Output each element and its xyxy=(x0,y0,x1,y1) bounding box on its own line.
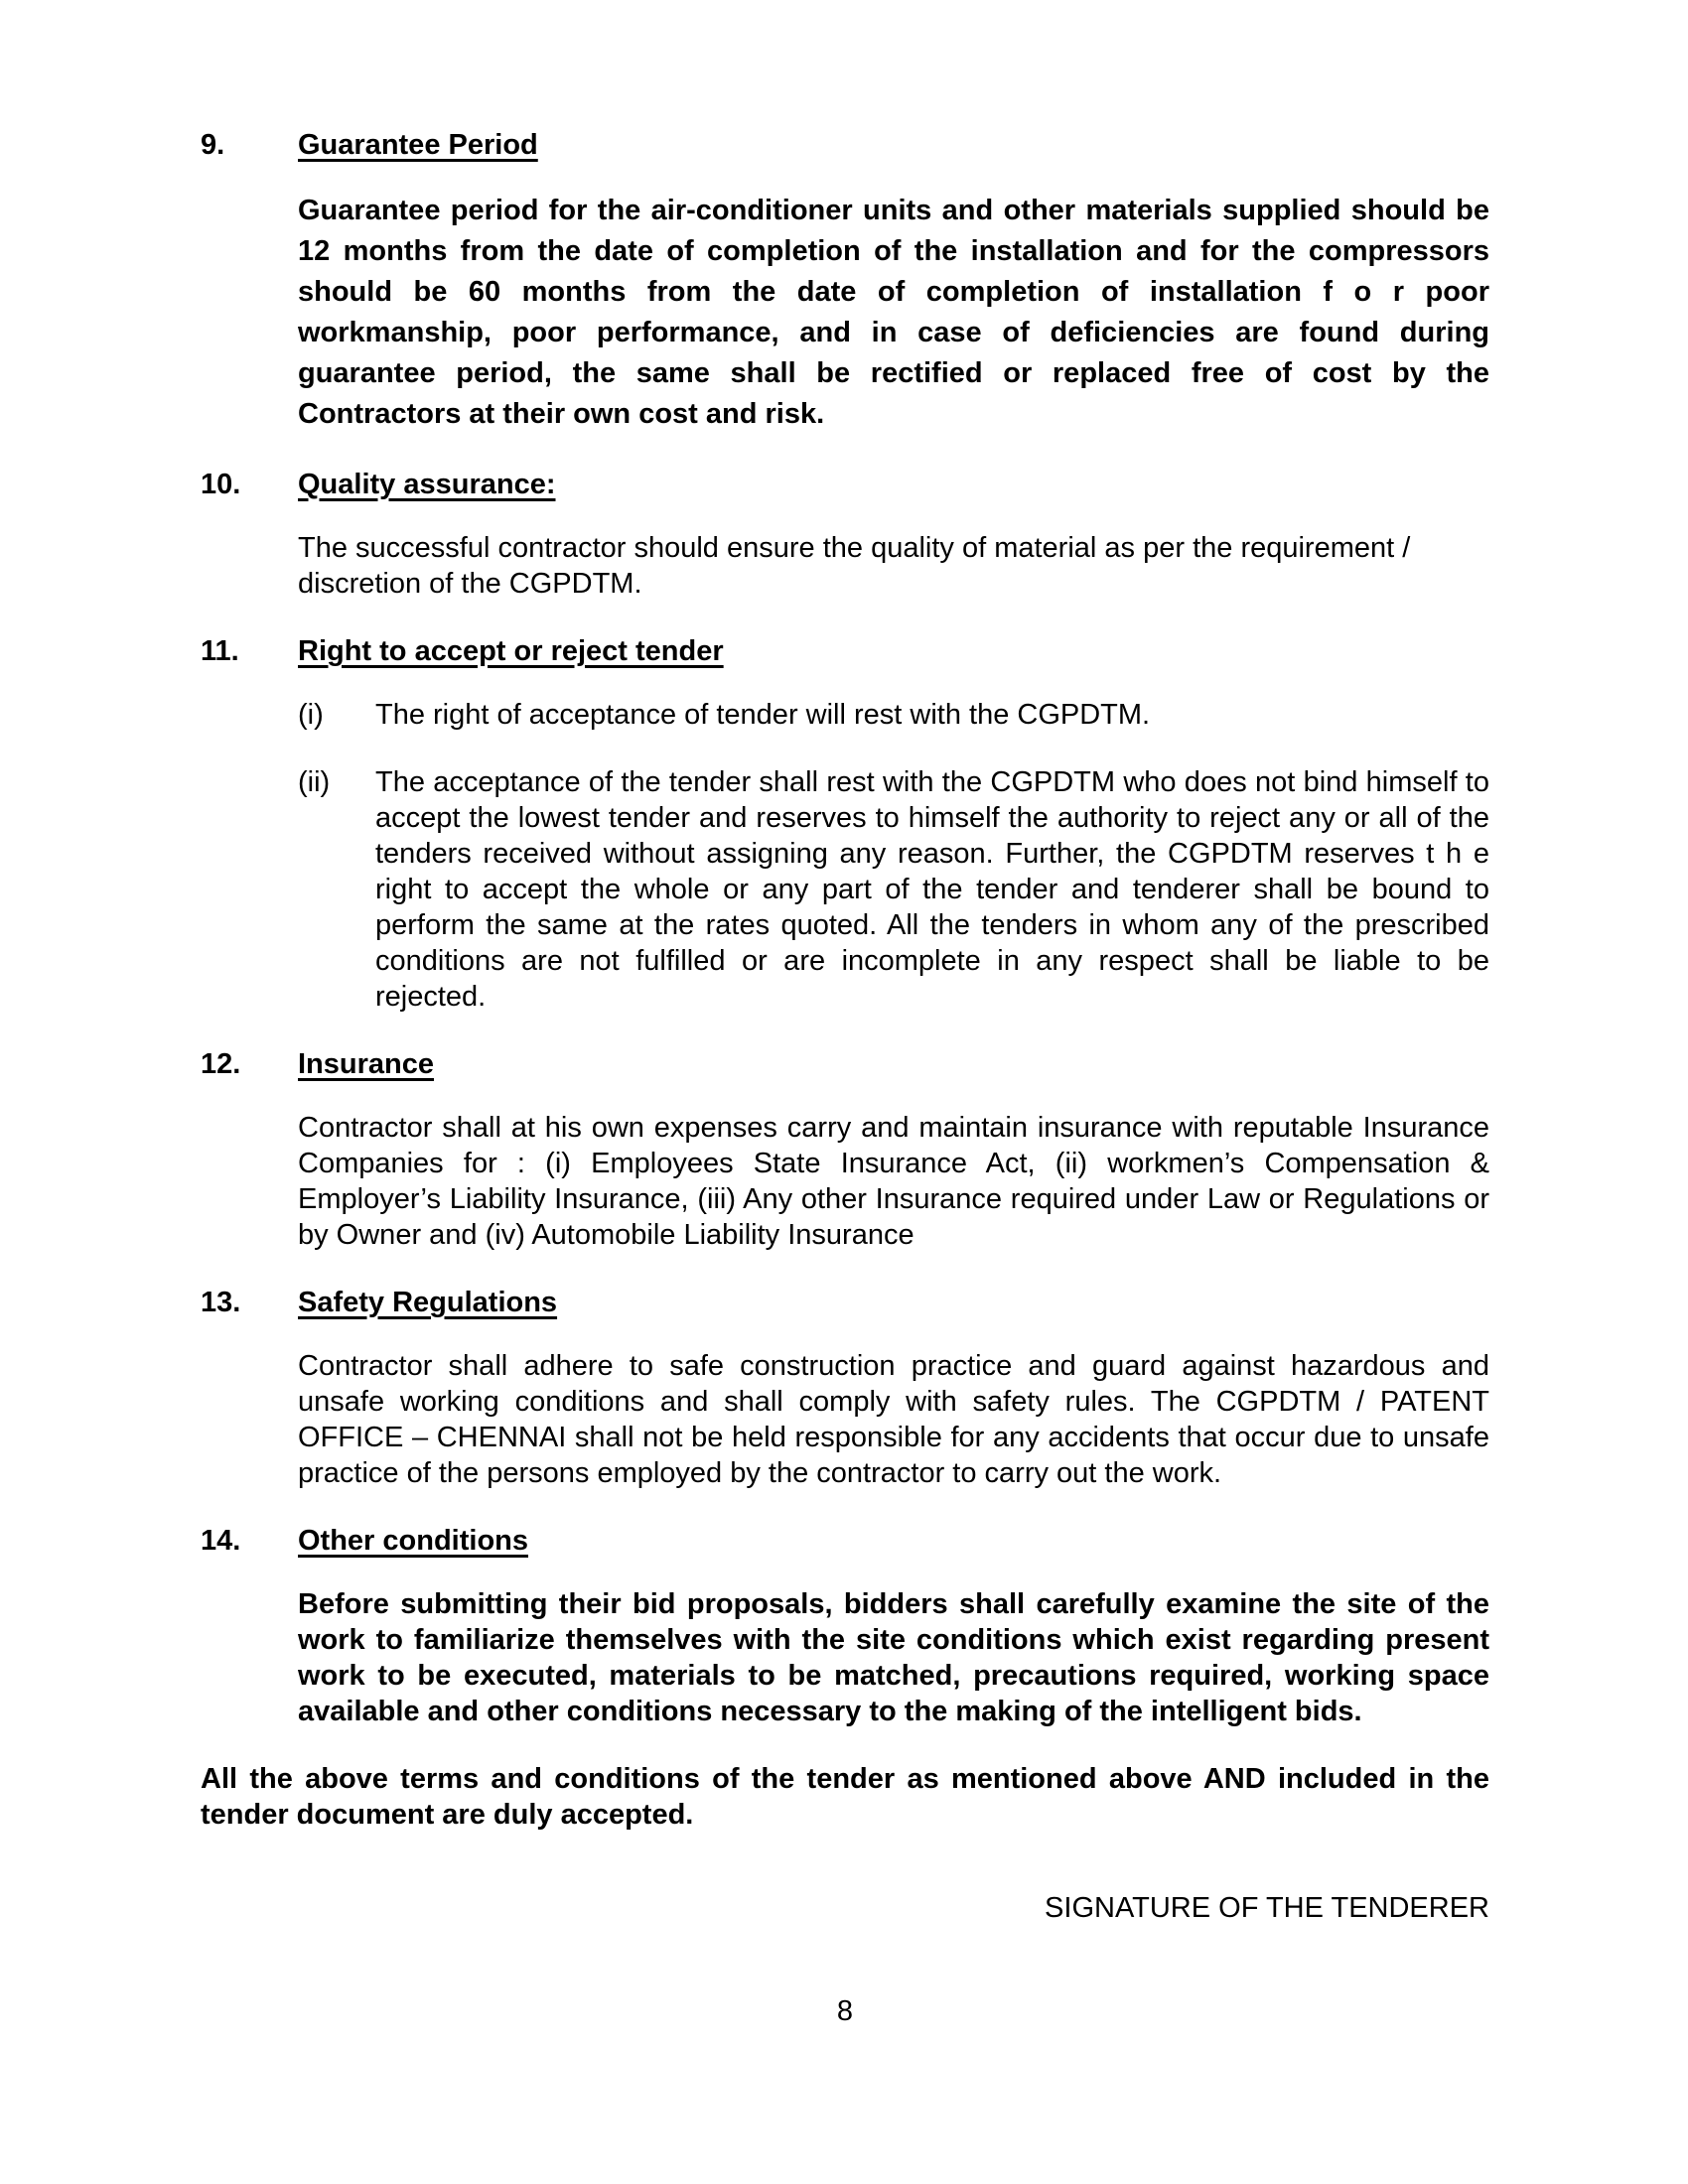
section-other-conditions xyxy=(201,1523,1489,1729)
section-number: 12. xyxy=(201,1048,241,1080)
list-text: The right of acceptance of tender will rest with the CGPDTM. xyxy=(375,699,1151,731)
list-marker: (ii) xyxy=(298,766,331,798)
list-item xyxy=(298,697,1489,733)
section-paragraph: Contractor shall adhere to safe construction practice and guard against hazardous and unsafe working conditions and shall comply with safety rules. The CGPDTM / PATENT OFFICE – CHENNAI shall not be held responsible for any accidents that occur due to unsafe practice of the persons employed by the contractor to carry out the work. xyxy=(298,1350,1489,1489)
section-paragraph: Contractor shall at his own expenses carry and maintain insurance with reputable Insurance Companies for : (i) Employees State Insurance Act, (ii) workmen’s Compensation & Employer’s Liability Insurance, (iii) Any other Insurance required under Law or Regulations or by Owner and (iv) Automobile Liability Insurance xyxy=(298,1112,1489,1251)
section-body xyxy=(298,633,1489,1015)
section-paragraph: Guarantee period for the air-conditioner units and other materials supplied should be 12 months from the date of completion of the installation and for the compressors should be 60 months from the date of completion of installation f o r poor workmanship, poor performance, and in case of deficiencies are found during guarantee period, the same shall be rectified or replaced free of cost by the Contractors at their own cost and risk. xyxy=(298,195,1489,430)
section-body xyxy=(298,1046,1489,1253)
section-safety-regulations xyxy=(201,1285,1489,1491)
section-paragraph: The successful contractor should ensure the quality of material as per the requirement / discretion of the CGPDTM. xyxy=(298,532,1411,600)
closing-paragraph: All the above terms and conditions of the tender as mentioned above AND included in the tender document are duly accepted. xyxy=(201,1763,1489,1831)
list-text: The acceptance of the tender shall rest with the CGPDTM who does not bind himself to accept the lowest tender and reserves to himself the authority to reject any or all of the tenders received without assigning any reason. Further, the CGPDTM reserves t h e right to accept the whole or any part of the tender and tenderer shall be bound to perform the same at the rates quoted. All the tenders in whom any of the prescribed conditions are not fulfilled or are incomplete in any respect shall be liable to be rejected. xyxy=(375,766,1489,1013)
section-body xyxy=(298,467,1489,602)
section-number: 10. xyxy=(201,469,241,500)
section-guarantee-period xyxy=(201,127,1489,435)
list-item xyxy=(298,764,1489,1015)
section-title: Right to accept or reject tender xyxy=(298,635,724,667)
document-content xyxy=(201,127,1489,2029)
section-paragraph: Before submitting their bid proposals, bidders shall carefully examine the site of the work to familiarize themselves with the site conditions which exist regarding present work to be executed, materials to be matched, precautions required, working space available and other conditions necessary to the making of the intelligent bids. xyxy=(298,1588,1489,1727)
signature-line: SIGNATURE OF THE TENDERER xyxy=(1045,1892,1489,1924)
section-number: 14. xyxy=(201,1525,241,1557)
section-number: 11. xyxy=(201,635,239,667)
section-body xyxy=(298,1285,1489,1491)
section-title: Insurance xyxy=(298,1048,434,1080)
section-right-to-accept-or-reject xyxy=(201,633,1489,1015)
section-insurance xyxy=(201,1046,1489,1253)
section-number: 13. xyxy=(201,1287,241,1318)
section-number: 9. xyxy=(201,129,225,161)
section-title: Guarantee Period xyxy=(298,129,538,161)
section-title: Quality assurance: xyxy=(298,469,556,500)
section-body xyxy=(298,1523,1489,1729)
section-quality-assurance xyxy=(201,467,1489,602)
list-marker: (i) xyxy=(298,699,324,731)
section-title: Other conditions xyxy=(298,1525,528,1557)
section-title: Safety Regulations xyxy=(298,1287,558,1318)
page-number: 8 xyxy=(836,1995,854,2027)
section-body xyxy=(298,127,1489,435)
